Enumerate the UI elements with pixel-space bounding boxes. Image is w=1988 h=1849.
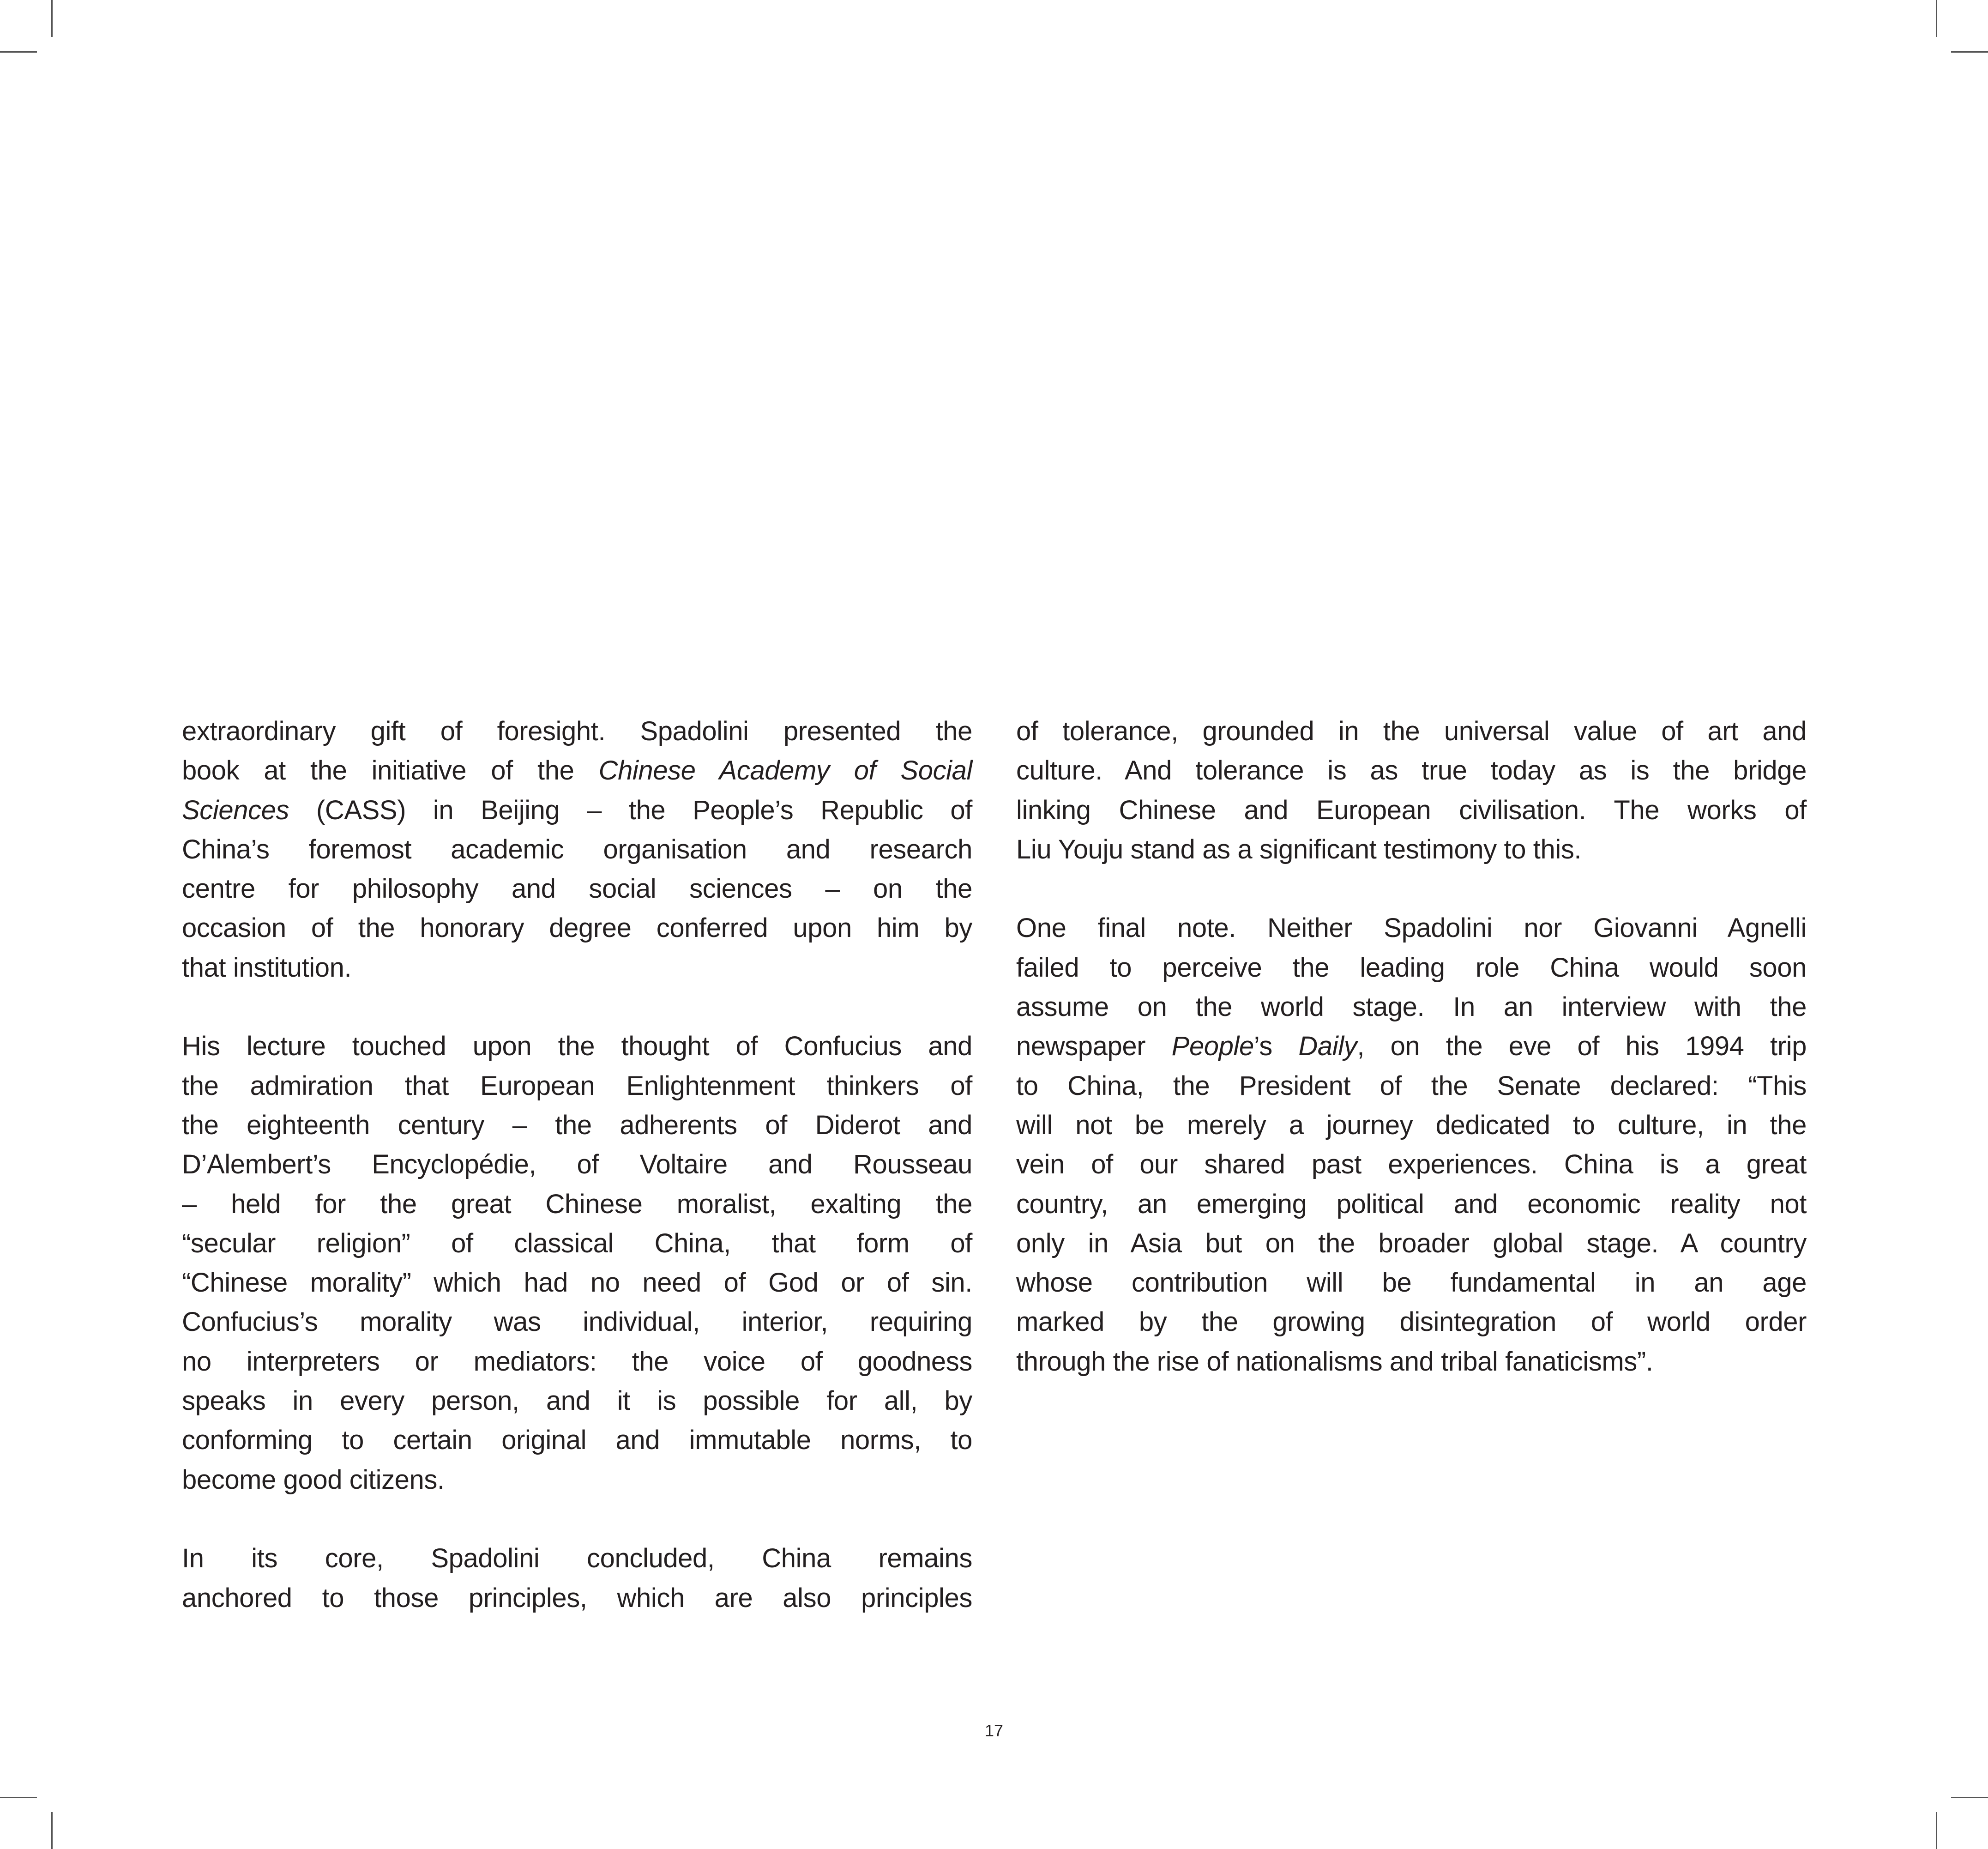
text-segment: China’s foremost academic organisation and research xyxy=(182,834,972,864)
text-line xyxy=(182,751,972,790)
text-segment: only in Asia but on the broader global stage. A country xyxy=(1016,1228,1807,1258)
text-line xyxy=(1016,1066,1807,1106)
text-segment: to China, the President of the Senate declared: “This xyxy=(1016,1070,1807,1101)
text-line xyxy=(182,869,972,908)
text-line xyxy=(182,1539,972,1578)
text-segment: D’Alembert’s Encyclopédie, of Voltaire and Rousseau xyxy=(182,1149,972,1180)
text-segment: anchored to those principles, which are also principles xyxy=(182,1583,972,1613)
crop-mark-top-left-horizontal xyxy=(0,51,37,53)
text-segment: – held for the great Chinese moralist, exalting the xyxy=(182,1189,972,1219)
text-segment: ’s xyxy=(1253,1031,1299,1062)
text-segment: culture. And tolerance is as true today as is the bridge xyxy=(1016,755,1807,786)
crop-mark-bottom-right-vertical xyxy=(1936,1812,1937,1849)
text-segment: that institution. xyxy=(182,952,352,983)
crop-mark-bottom-left-vertical xyxy=(51,1812,53,1849)
text-line xyxy=(182,1420,972,1460)
text-segment: vein of our shared past experiences. China is a great xyxy=(1016,1149,1807,1180)
paragraph xyxy=(182,1539,972,1618)
text-segment: no interpreters or mediators: the voice of goodness xyxy=(182,1346,972,1377)
text-segment: centre for philosophy and social sciences – on the xyxy=(182,874,972,904)
text-segment: In its core, Spadolini concluded, China remains xyxy=(182,1543,972,1574)
paragraph-spacer xyxy=(182,987,972,1027)
text-segment: newspaper xyxy=(1016,1031,1172,1062)
text-line xyxy=(182,830,972,869)
text-segment: (CASS) in Beijing – the People’s Republic of xyxy=(289,795,972,825)
text-line xyxy=(182,1342,972,1381)
crop-mark-bottom-left-horizontal xyxy=(0,1797,37,1798)
text-line xyxy=(182,1184,972,1224)
text-segment: linking Chinese and European civilisation. The works of xyxy=(1016,795,1807,825)
text-line xyxy=(1016,1184,1807,1224)
text-line xyxy=(182,1145,972,1184)
text-segment: “secular religion” of classical China, that form of xyxy=(182,1228,972,1258)
text-segment: country, an emerging political and economic reality not xyxy=(1016,1189,1807,1219)
crop-mark-top-right-vertical xyxy=(1936,0,1937,37)
paragraph xyxy=(182,712,972,987)
text-line xyxy=(1016,1106,1807,1145)
text-segment: through the rise of nationalisms and tribal fanaticisms”. xyxy=(1016,1346,1653,1377)
crop-mark-top-left-vertical xyxy=(51,0,53,37)
crop-mark-bottom-right-horizontal xyxy=(1951,1797,1988,1798)
text-line xyxy=(182,1381,972,1420)
text-segment: failed to perceive the leading role China would soon xyxy=(1016,952,1807,983)
text-segment: of tolerance, grounded in the universal value of art and xyxy=(1016,716,1807,746)
text-segment: will not be merely a journey dedicated to culture, in the xyxy=(1016,1110,1807,1140)
text-line xyxy=(182,1106,972,1145)
italic-title-text: Chinese Academy of Social xyxy=(598,755,972,786)
text-segment: whose contribution will be fundamental in an age xyxy=(1016,1268,1807,1298)
text-segment: extraordinary gift of foresight. Spadolini presented the xyxy=(182,716,972,746)
text-line xyxy=(182,791,972,830)
text-segment: Liu Youju stand as a significant testimony to this. xyxy=(1016,834,1582,864)
text-segment: One final note. Neither Spadolini nor Giovanni Agnelli xyxy=(1016,913,1807,943)
italic-title-text: People xyxy=(1171,1031,1254,1062)
text-line xyxy=(182,1460,972,1499)
text-line xyxy=(1016,1145,1807,1184)
text-segment: occasion of the honorary degree conferred upon him by xyxy=(182,913,972,943)
text-segment: speaks in every person, and it is possible for all, by xyxy=(182,1386,972,1416)
text-line xyxy=(1016,948,1807,987)
text-line xyxy=(182,1027,972,1066)
paragraph xyxy=(1016,712,1807,869)
text-line xyxy=(1016,908,1807,948)
text-line xyxy=(1016,1263,1807,1302)
paragraph xyxy=(182,1027,972,1499)
text-line xyxy=(182,1066,972,1106)
text-segment: book at the initiative of the xyxy=(182,755,599,786)
paragraph xyxy=(1016,908,1807,1381)
text-line xyxy=(1016,830,1807,869)
paragraph-spacer xyxy=(182,1499,972,1539)
text-segment: Confucius’s morality was individual, interior, requiring xyxy=(182,1307,972,1337)
text-line xyxy=(182,1302,972,1341)
text-segment: the eighteenth century – the adherents of Diderot and xyxy=(182,1110,972,1140)
text-segment: marked by the growing disintegration of world order xyxy=(1016,1307,1807,1337)
right-text-column xyxy=(1016,712,1807,1381)
text-line xyxy=(1016,1027,1807,1066)
text-line xyxy=(1016,987,1807,1027)
text-segment: become good citizens. xyxy=(182,1464,445,1495)
text-line xyxy=(1016,791,1807,830)
text-segment: , on the eve of his 1994 trip xyxy=(1357,1031,1807,1062)
crop-mark-top-right-horizontal xyxy=(1951,51,1988,53)
text-line xyxy=(182,948,972,987)
text-line xyxy=(182,1224,972,1263)
text-segment: conforming to certain original and immutable norms, to xyxy=(182,1425,972,1456)
text-line xyxy=(1016,1302,1807,1341)
italic-title-text: Sciences xyxy=(182,795,289,825)
paragraph-spacer xyxy=(1016,869,1807,908)
page-number: 17 xyxy=(984,1721,1004,1740)
text-segment: “Chinese morality” which had no need of God or of sin. xyxy=(182,1268,972,1298)
text-line xyxy=(1016,1342,1807,1381)
text-line xyxy=(1016,1224,1807,1263)
text-segment: His lecture touched upon the thought of Confucius and xyxy=(182,1031,972,1062)
text-line xyxy=(1016,712,1807,751)
italic-title-text: Daily xyxy=(1298,1031,1357,1062)
text-line xyxy=(182,1578,972,1618)
text-segment: the admiration that European Enlightenment thinkers of xyxy=(182,1070,972,1101)
text-segment: assume on the world stage. In an interview with the xyxy=(1016,992,1807,1022)
text-line xyxy=(182,712,972,751)
text-line xyxy=(182,1263,972,1302)
text-line xyxy=(182,908,972,948)
left-text-column xyxy=(182,712,972,1618)
text-line xyxy=(1016,751,1807,790)
